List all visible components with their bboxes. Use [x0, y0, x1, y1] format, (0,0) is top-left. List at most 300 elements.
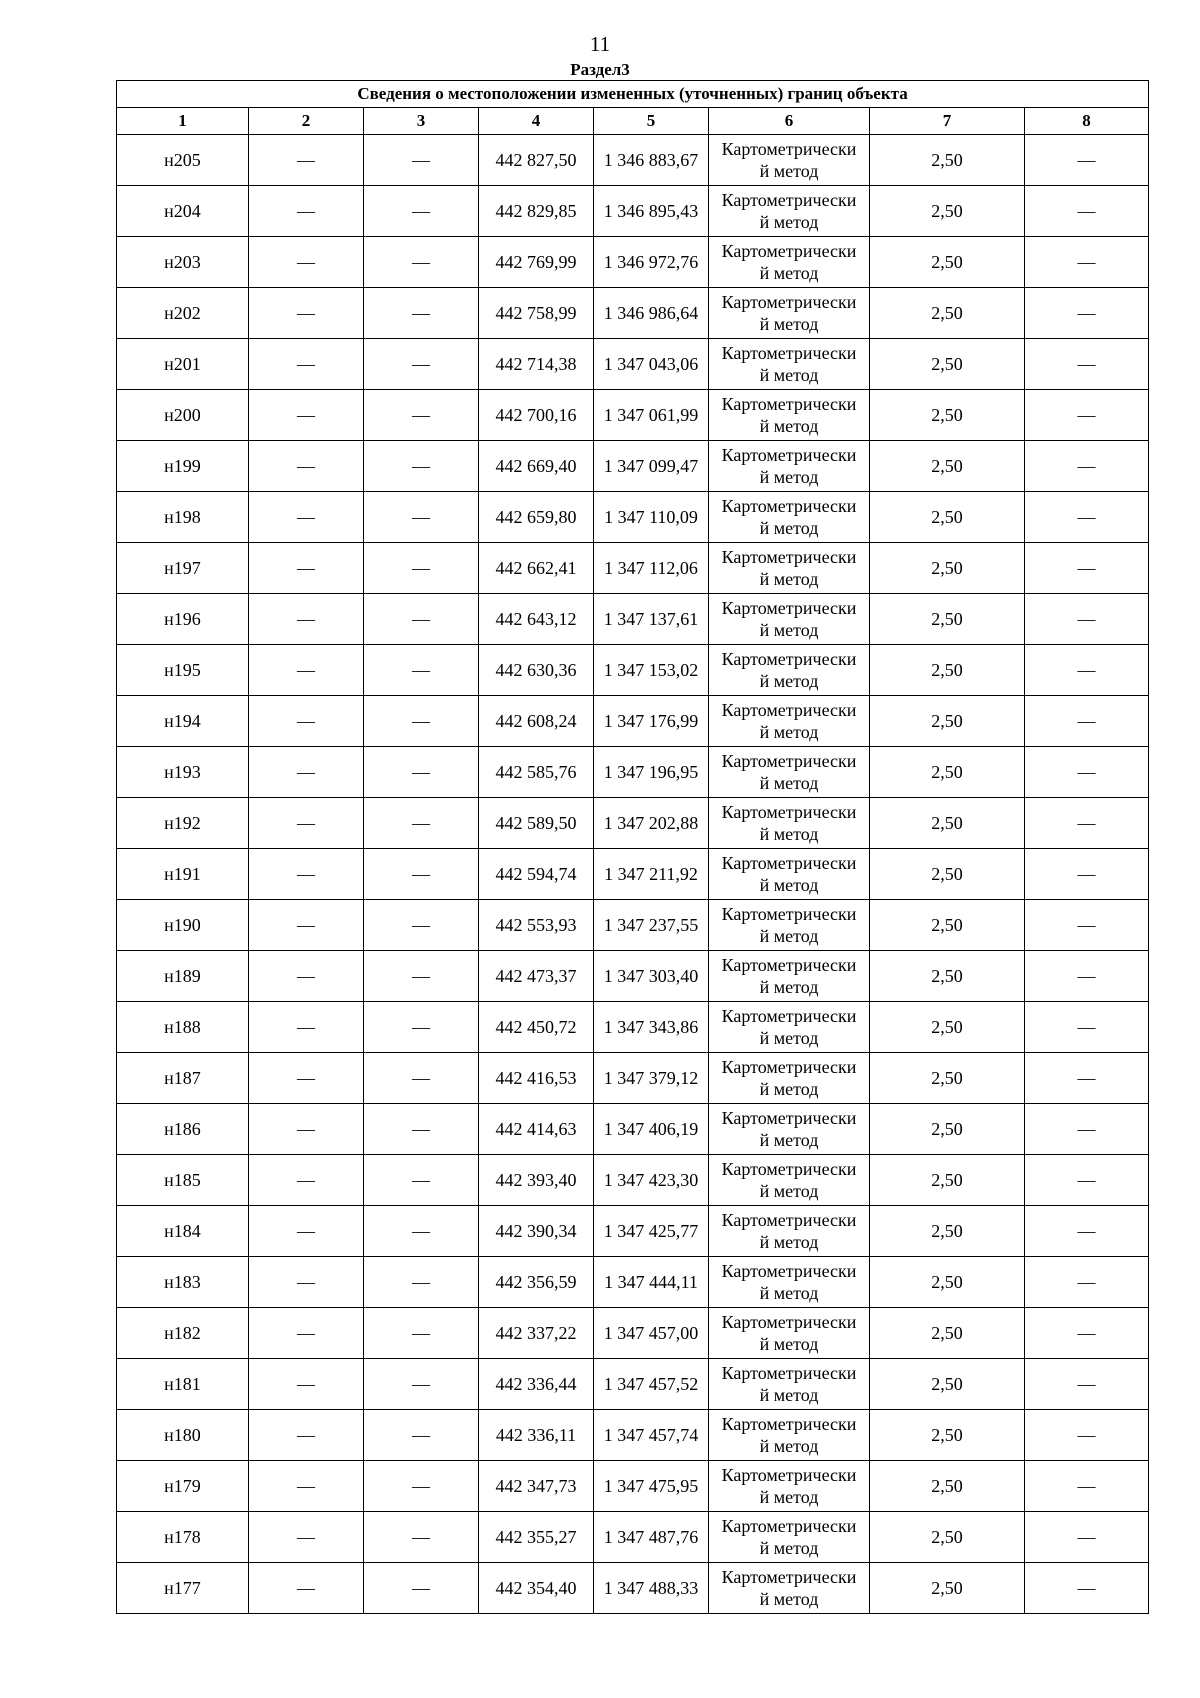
- method-line-2: й метод: [759, 416, 819, 436]
- col8-cell: —: [1025, 951, 1149, 1002]
- x-coordinate-cell: 442 336,11: [479, 1410, 594, 1461]
- col2-cell: —: [249, 951, 364, 1002]
- method-line-1: Картометрически: [721, 751, 857, 771]
- method-line-1: Картометрически: [721, 394, 857, 414]
- y-coordinate-cell: 1 347 099,47: [594, 441, 709, 492]
- method-cell: [709, 1206, 870, 1257]
- method-line-2: й метод: [759, 671, 819, 691]
- col2-cell: —: [249, 237, 364, 288]
- accuracy-cell: 2,50: [870, 594, 1025, 645]
- method-line-2: й метод: [759, 722, 819, 742]
- method-cell: [709, 1002, 870, 1053]
- table-row: [117, 186, 1149, 237]
- accuracy-cell: 2,50: [870, 186, 1025, 237]
- point-id-cell: н190: [117, 900, 249, 951]
- col2-cell: —: [249, 135, 364, 186]
- col8-cell: —: [1025, 1257, 1149, 1308]
- point-id-cell: н191: [117, 849, 249, 900]
- y-coordinate-cell: 1 347 043,06: [594, 339, 709, 390]
- point-id-cell: н202: [117, 288, 249, 339]
- x-coordinate-cell: 442 589,50: [479, 798, 594, 849]
- method-cell: [709, 1461, 870, 1512]
- method-line-2: й метод: [759, 926, 819, 946]
- accuracy-cell: 2,50: [870, 1512, 1025, 1563]
- col2-cell: —: [249, 390, 364, 441]
- method-line-1: Картометрически: [721, 1516, 857, 1536]
- method-line-1: Картометрически: [721, 547, 857, 567]
- col8-cell: —: [1025, 441, 1149, 492]
- method-line-1: Картометрически: [721, 802, 857, 822]
- col8-cell: —: [1025, 747, 1149, 798]
- method-line-2: й метод: [759, 824, 819, 844]
- method-cell: [709, 339, 870, 390]
- method-line-1: Картометрически: [721, 292, 857, 312]
- col8-cell: —: [1025, 1002, 1149, 1053]
- method-cell: [709, 1410, 870, 1461]
- accuracy-cell: 2,50: [870, 747, 1025, 798]
- x-coordinate-cell: 442 553,93: [479, 900, 594, 951]
- accuracy-cell: 2,50: [870, 543, 1025, 594]
- table-row: [117, 390, 1149, 441]
- column-number-row: [117, 108, 1149, 135]
- col2-cell: —: [249, 1053, 364, 1104]
- table-row: [117, 594, 1149, 645]
- point-id-cell: н185: [117, 1155, 249, 1206]
- method-cell: [709, 1053, 870, 1104]
- table-row: [117, 1053, 1149, 1104]
- col8-cell: —: [1025, 288, 1149, 339]
- accuracy-cell: 2,50: [870, 1104, 1025, 1155]
- method-cell: [709, 798, 870, 849]
- col2-cell: —: [249, 645, 364, 696]
- method-line-1: Картометрически: [721, 1567, 857, 1587]
- col3-cell: —: [364, 390, 479, 441]
- y-coordinate-cell: 1 347 487,76: [594, 1512, 709, 1563]
- x-coordinate-cell: 442 630,36: [479, 645, 594, 696]
- x-coordinate-cell: 442 393,40: [479, 1155, 594, 1206]
- accuracy-cell: 2,50: [870, 1359, 1025, 1410]
- accuracy-cell: 2,50: [870, 288, 1025, 339]
- method-cell: [709, 747, 870, 798]
- method-cell: [709, 1512, 870, 1563]
- x-coordinate-cell: 442 594,74: [479, 849, 594, 900]
- x-coordinate-cell: 442 390,34: [479, 1206, 594, 1257]
- method-line-2: й метод: [759, 1232, 819, 1252]
- x-coordinate-cell: 442 355,27: [479, 1512, 594, 1563]
- col3-cell: —: [364, 1410, 479, 1461]
- col3-cell: —: [364, 288, 479, 339]
- method-line-1: Картометрически: [721, 700, 857, 720]
- y-coordinate-cell: 1 347 425,77: [594, 1206, 709, 1257]
- col8-cell: —: [1025, 645, 1149, 696]
- col8-cell: —: [1025, 1512, 1149, 1563]
- column-number-8: 8: [1025, 108, 1149, 135]
- col3-cell: —: [364, 798, 479, 849]
- col2-cell: —: [249, 798, 364, 849]
- method-line-2: й метод: [759, 1589, 819, 1609]
- col8-cell: —: [1025, 390, 1149, 441]
- y-coordinate-cell: 1 346 895,43: [594, 186, 709, 237]
- col3-cell: —: [364, 1308, 479, 1359]
- method-line-2: й метод: [759, 212, 819, 232]
- x-coordinate-cell: 442 662,41: [479, 543, 594, 594]
- y-coordinate-cell: 1 346 883,67: [594, 135, 709, 186]
- table-row: [117, 1206, 1149, 1257]
- method-line-1: Картометрически: [721, 190, 857, 210]
- accuracy-cell: 2,50: [870, 1002, 1025, 1053]
- table-caption: Сведения о местоположении измененных (уточненных) границ объекта: [117, 81, 1149, 108]
- col2-cell: —: [249, 1512, 364, 1563]
- table-row: [117, 1104, 1149, 1155]
- method-line-2: й метод: [759, 620, 819, 640]
- method-line-1: Картометрически: [721, 1312, 857, 1332]
- col8-cell: —: [1025, 1359, 1149, 1410]
- method-cell: [709, 849, 870, 900]
- method-line-2: й метод: [759, 161, 819, 181]
- col8-cell: —: [1025, 1206, 1149, 1257]
- method-line-2: й метод: [759, 1385, 819, 1405]
- accuracy-cell: 2,50: [870, 798, 1025, 849]
- method-line-2: й метод: [759, 467, 819, 487]
- method-line-1: Картометрически: [721, 1465, 857, 1485]
- accuracy-cell: 2,50: [870, 1461, 1025, 1512]
- method-line-1: Картометрически: [721, 904, 857, 924]
- accuracy-cell: 2,50: [870, 237, 1025, 288]
- accuracy-cell: 2,50: [870, 1053, 1025, 1104]
- point-id-cell: н184: [117, 1206, 249, 1257]
- col3-cell: —: [364, 492, 479, 543]
- method-line-2: й метод: [759, 1130, 819, 1150]
- x-coordinate-cell: 442 473,37: [479, 951, 594, 1002]
- col8-cell: —: [1025, 1155, 1149, 1206]
- x-coordinate-cell: 442 758,99: [479, 288, 594, 339]
- table-row: [117, 288, 1149, 339]
- y-coordinate-cell: 1 347 457,52: [594, 1359, 709, 1410]
- method-cell: [709, 390, 870, 441]
- col3-cell: —: [364, 543, 479, 594]
- y-coordinate-cell: 1 347 176,99: [594, 696, 709, 747]
- x-coordinate-cell: 442 769,99: [479, 237, 594, 288]
- col8-cell: —: [1025, 900, 1149, 951]
- col2-cell: —: [249, 1206, 364, 1257]
- method-line-1: Картометрически: [721, 598, 857, 618]
- method-line-2: й метод: [759, 977, 819, 997]
- point-id-cell: н204: [117, 186, 249, 237]
- method-line-1: Картометрически: [721, 1363, 857, 1383]
- x-coordinate-cell: 442 416,53: [479, 1053, 594, 1104]
- column-number-1: 1: [117, 108, 249, 135]
- method-cell: [709, 900, 870, 951]
- y-coordinate-cell: 1 347 211,92: [594, 849, 709, 900]
- y-coordinate-cell: 1 347 202,88: [594, 798, 709, 849]
- col2-cell: —: [249, 1410, 364, 1461]
- col2-cell: —: [249, 594, 364, 645]
- y-coordinate-cell: 1 347 196,95: [594, 747, 709, 798]
- col8-cell: —: [1025, 543, 1149, 594]
- point-id-cell: н179: [117, 1461, 249, 1512]
- col3-cell: —: [364, 747, 479, 798]
- y-coordinate-cell: 1 347 061,99: [594, 390, 709, 441]
- method-line-2: й метод: [759, 1283, 819, 1303]
- col2-cell: —: [249, 747, 364, 798]
- method-line-2: й метод: [759, 314, 819, 334]
- table-row: [117, 1410, 1149, 1461]
- table-row: [117, 1155, 1149, 1206]
- col3-cell: —: [364, 645, 479, 696]
- point-id-cell: н200: [117, 390, 249, 441]
- x-coordinate-cell: 442 700,16: [479, 390, 594, 441]
- y-coordinate-cell: 1 347 423,30: [594, 1155, 709, 1206]
- table-row: [117, 1308, 1149, 1359]
- col3-cell: —: [364, 237, 479, 288]
- col3-cell: —: [364, 900, 479, 951]
- method-line-2: й метод: [759, 1487, 819, 1507]
- col3-cell: —: [364, 339, 479, 390]
- x-coordinate-cell: 442 714,38: [479, 339, 594, 390]
- method-cell: [709, 543, 870, 594]
- col8-cell: —: [1025, 186, 1149, 237]
- point-id-cell: н182: [117, 1308, 249, 1359]
- method-cell: [709, 1155, 870, 1206]
- col3-cell: —: [364, 951, 479, 1002]
- accuracy-cell: 2,50: [870, 645, 1025, 696]
- method-line-1: Картометрически: [721, 1261, 857, 1281]
- method-line-2: й метод: [759, 365, 819, 385]
- y-coordinate-cell: 1 347 457,00: [594, 1308, 709, 1359]
- method-cell: [709, 135, 870, 186]
- col2-cell: —: [249, 1155, 364, 1206]
- table-row: [117, 747, 1149, 798]
- col3-cell: —: [364, 135, 479, 186]
- col3-cell: —: [364, 1002, 479, 1053]
- point-id-cell: н186: [117, 1104, 249, 1155]
- method-line-1: Картометрически: [721, 1159, 857, 1179]
- method-line-1: Картометрически: [721, 1210, 857, 1230]
- method-cell: [709, 645, 870, 696]
- col2-cell: —: [249, 339, 364, 390]
- section-title: Раздел3: [570, 60, 630, 79]
- x-coordinate-cell: 442 450,72: [479, 1002, 594, 1053]
- col8-cell: —: [1025, 135, 1149, 186]
- table-row: [117, 645, 1149, 696]
- col2-cell: —: [249, 1359, 364, 1410]
- y-coordinate-cell: 1 347 237,55: [594, 900, 709, 951]
- col3-cell: —: [364, 186, 479, 237]
- point-id-cell: н180: [117, 1410, 249, 1461]
- col2-cell: —: [249, 441, 364, 492]
- method-cell: [709, 1308, 870, 1359]
- col2-cell: —: [249, 1563, 364, 1614]
- y-coordinate-cell: 1 347 137,61: [594, 594, 709, 645]
- col2-cell: —: [249, 1257, 364, 1308]
- accuracy-cell: 2,50: [870, 441, 1025, 492]
- point-id-cell: н188: [117, 1002, 249, 1053]
- y-coordinate-cell: 1 347 110,09: [594, 492, 709, 543]
- y-coordinate-cell: 1 346 972,76: [594, 237, 709, 288]
- method-cell: [709, 288, 870, 339]
- y-coordinate-cell: 1 347 444,11: [594, 1257, 709, 1308]
- table-row: [117, 543, 1149, 594]
- point-id-cell: н194: [117, 696, 249, 747]
- col2-cell: —: [249, 1461, 364, 1512]
- column-number-7: 7: [870, 108, 1025, 135]
- method-line-2: й метод: [759, 263, 819, 283]
- y-coordinate-cell: 1 347 406,19: [594, 1104, 709, 1155]
- column-number-4: 4: [479, 108, 594, 135]
- x-coordinate-cell: 442 336,44: [479, 1359, 594, 1410]
- point-id-cell: н177: [117, 1563, 249, 1614]
- x-coordinate-cell: 442 669,40: [479, 441, 594, 492]
- point-id-cell: н181: [117, 1359, 249, 1410]
- col8-cell: —: [1025, 1461, 1149, 1512]
- table-row: [117, 1512, 1149, 1563]
- method-cell: [709, 1359, 870, 1410]
- method-line-2: й метод: [759, 1538, 819, 1558]
- col8-cell: —: [1025, 1410, 1149, 1461]
- accuracy-cell: 2,50: [870, 900, 1025, 951]
- col3-cell: —: [364, 1563, 479, 1614]
- method-line-2: й метод: [759, 569, 819, 589]
- col3-cell: —: [364, 1155, 479, 1206]
- col8-cell: —: [1025, 1053, 1149, 1104]
- col8-cell: —: [1025, 237, 1149, 288]
- col8-cell: —: [1025, 594, 1149, 645]
- boundary-coordinates-table: [116, 80, 1149, 1614]
- table-row: [117, 1257, 1149, 1308]
- method-cell: [709, 186, 870, 237]
- table-row: [117, 798, 1149, 849]
- x-coordinate-cell: 442 659,80: [479, 492, 594, 543]
- method-line-2: й метод: [759, 1181, 819, 1201]
- point-id-cell: н183: [117, 1257, 249, 1308]
- accuracy-cell: 2,50: [870, 390, 1025, 441]
- col3-cell: —: [364, 1512, 479, 1563]
- x-coordinate-cell: 442 829,85: [479, 186, 594, 237]
- method-line-1: Картометрически: [721, 139, 857, 159]
- col3-cell: —: [364, 1053, 479, 1104]
- point-id-cell: н196: [117, 594, 249, 645]
- point-id-cell: н178: [117, 1512, 249, 1563]
- table-row: [117, 951, 1149, 1002]
- accuracy-cell: 2,50: [870, 696, 1025, 747]
- y-coordinate-cell: 1 346 986,64: [594, 288, 709, 339]
- accuracy-cell: 2,50: [870, 1155, 1025, 1206]
- method-cell: [709, 1257, 870, 1308]
- col3-cell: —: [364, 849, 479, 900]
- method-line-2: й метод: [759, 875, 819, 895]
- method-cell: [709, 492, 870, 543]
- col8-cell: —: [1025, 798, 1149, 849]
- table-row: [117, 339, 1149, 390]
- method-line-2: й метод: [759, 1079, 819, 1099]
- method-cell: [709, 951, 870, 1002]
- col8-cell: —: [1025, 696, 1149, 747]
- accuracy-cell: 2,50: [870, 951, 1025, 1002]
- method-line-1: Картометрически: [721, 343, 857, 363]
- point-id-cell: н189: [117, 951, 249, 1002]
- y-coordinate-cell: 1 347 112,06: [594, 543, 709, 594]
- y-coordinate-cell: 1 347 343,86: [594, 1002, 709, 1053]
- x-coordinate-cell: 442 414,63: [479, 1104, 594, 1155]
- x-coordinate-cell: 442 608,24: [479, 696, 594, 747]
- col2-cell: —: [249, 696, 364, 747]
- column-number-5: 5: [594, 108, 709, 135]
- col3-cell: —: [364, 1104, 479, 1155]
- method-line-1: Картометрически: [721, 955, 857, 975]
- accuracy-cell: 2,50: [870, 1563, 1025, 1614]
- x-coordinate-cell: 442 354,40: [479, 1563, 594, 1614]
- method-line-1: Картометрически: [721, 1006, 857, 1026]
- table-row: [117, 1359, 1149, 1410]
- col3-cell: —: [364, 696, 479, 747]
- y-coordinate-cell: 1 347 303,40: [594, 951, 709, 1002]
- accuracy-cell: 2,50: [870, 339, 1025, 390]
- y-coordinate-cell: 1 347 153,02: [594, 645, 709, 696]
- table-row: [117, 135, 1149, 186]
- col2-cell: —: [249, 900, 364, 951]
- method-line-1: Картометрически: [721, 445, 857, 465]
- method-line-2: й метод: [759, 1334, 819, 1354]
- table-body: [117, 135, 1149, 1614]
- method-line-2: й метод: [759, 1436, 819, 1456]
- accuracy-cell: 2,50: [870, 1206, 1025, 1257]
- method-line-1: Картометрически: [721, 1414, 857, 1434]
- y-coordinate-cell: 1 347 475,95: [594, 1461, 709, 1512]
- method-line-2: й метод: [759, 773, 819, 793]
- point-id-cell: н193: [117, 747, 249, 798]
- col3-cell: —: [364, 594, 479, 645]
- x-coordinate-cell: 442 356,59: [479, 1257, 594, 1308]
- point-id-cell: н201: [117, 339, 249, 390]
- point-id-cell: н187: [117, 1053, 249, 1104]
- method-line-1: Картометрически: [721, 496, 857, 516]
- col8-cell: —: [1025, 1563, 1149, 1614]
- x-coordinate-cell: 442 347,73: [479, 1461, 594, 1512]
- method-line-2: й метод: [759, 518, 819, 538]
- method-cell: [709, 1104, 870, 1155]
- table-row: [117, 696, 1149, 747]
- page-number: 11: [589, 32, 611, 56]
- method-cell: [709, 441, 870, 492]
- accuracy-cell: 2,50: [870, 849, 1025, 900]
- x-coordinate-cell: 442 337,22: [479, 1308, 594, 1359]
- accuracy-cell: 2,50: [870, 135, 1025, 186]
- col3-cell: —: [364, 441, 479, 492]
- col8-cell: —: [1025, 1308, 1149, 1359]
- y-coordinate-cell: 1 347 457,74: [594, 1410, 709, 1461]
- col2-cell: —: [249, 186, 364, 237]
- table-row: [117, 1002, 1149, 1053]
- y-coordinate-cell: 1 347 379,12: [594, 1053, 709, 1104]
- table-row: [117, 441, 1149, 492]
- table-row: [117, 1461, 1149, 1512]
- table-row: [117, 849, 1149, 900]
- col2-cell: —: [249, 849, 364, 900]
- method-line-1: Картометрически: [721, 853, 857, 873]
- col2-cell: —: [249, 543, 364, 594]
- col2-cell: —: [249, 1308, 364, 1359]
- column-number-3: 3: [364, 108, 479, 135]
- col3-cell: —: [364, 1206, 479, 1257]
- col3-cell: —: [364, 1461, 479, 1512]
- method-line-1: Картометрически: [721, 1057, 857, 1077]
- accuracy-cell: 2,50: [870, 1308, 1025, 1359]
- y-coordinate-cell: 1 347 488,33: [594, 1563, 709, 1614]
- col8-cell: —: [1025, 849, 1149, 900]
- method-cell: [709, 696, 870, 747]
- method-line-2: й метод: [759, 1028, 819, 1048]
- method-cell: [709, 594, 870, 645]
